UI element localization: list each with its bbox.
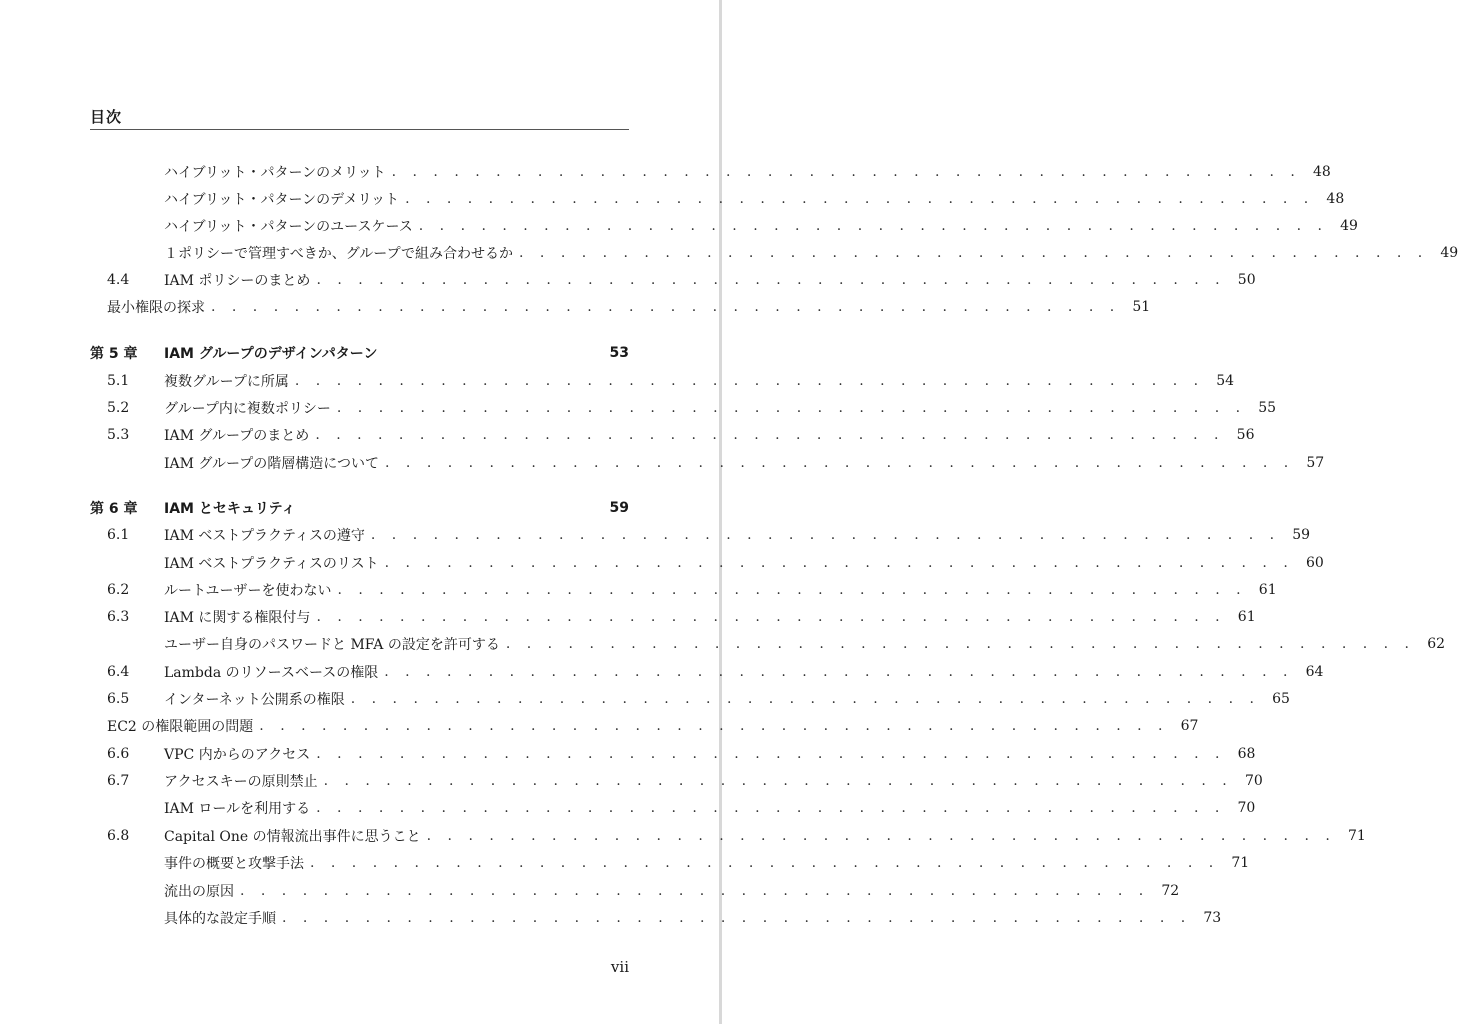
chapter-heading[interactable] bbox=[90, 494, 629, 521]
toc-page: 73 bbox=[1203, 909, 1222, 926]
toc-leader: . . . . . . . . . . . . . . . . . . . . . . . . . . . . . . . . . . . . . . . . . . . . bbox=[294, 372, 1205, 389]
toc-leader: . . . . . . . . . . . . . . . . . . . . . . . . . . . . . . . . . . . . . . . . . . . . bbox=[316, 271, 1226, 288]
toc-page: 54 bbox=[1216, 372, 1235, 389]
toc-entry[interactable] bbox=[90, 549, 1324, 576]
toc-leader: . . . . . . . . . . . . . . . . . . . . . . . . . . . . . . . . . . . . . . . . . . . . bbox=[316, 745, 1226, 762]
toc-page: 56 bbox=[1236, 426, 1255, 443]
page-title: 目次 bbox=[90, 108, 123, 126]
toc-page: 67 bbox=[1180, 717, 1199, 734]
toc-page: 60 bbox=[1305, 554, 1324, 571]
toc-text: EC2 の権限範囲の問題 bbox=[107, 718, 254, 735]
toc-page: 49 bbox=[1440, 244, 1458, 261]
toc-leader: . . . . . . . . . . . . . . . . . . . . . . . . . . . . . . . . . . . . . . . . . . . . bbox=[323, 772, 1233, 789]
toc-number: 6.8 bbox=[107, 827, 130, 844]
toc-page: 57 bbox=[1306, 454, 1325, 471]
toc-leader: . . . . . . . . . . . . . . . . . . . . . . . . . . . . . . . . . . . . . . . . . . . . bbox=[384, 663, 1294, 680]
toc-page: 70 bbox=[1244, 772, 1263, 789]
toc-text: VPC 内からのアクセス bbox=[164, 746, 311, 763]
toc-entry[interactable] bbox=[90, 185, 1345, 212]
toc-text: Lambda のリソースベースの権限 bbox=[164, 664, 379, 681]
toc-text: IAM ポリシーのまとめ bbox=[164, 272, 311, 289]
toc-entry[interactable] bbox=[90, 521, 1311, 548]
toc-entry[interactable] bbox=[90, 877, 1180, 904]
toc-leader: . . . . . . . . . . . . . . . . . . . . . . . . . . . . . . . . . . . . . . . . . . . . bbox=[316, 799, 1226, 816]
toc-leader: . . . . . . . . . . . . . . . . . . . . . . . . . . . . . . . . . . . . . . . . . . . . bbox=[336, 399, 1247, 416]
toc-text: IAM ベストプラクティスのリスト bbox=[164, 555, 379, 572]
toc-text: ユーザー自身のパスワードと MFA の設定を許可する bbox=[164, 636, 500, 653]
toc-text: ルートユーザーを使わない bbox=[164, 582, 332, 599]
toc-page: 48 bbox=[1326, 190, 1345, 207]
toc-entry[interactable] bbox=[90, 212, 1358, 239]
toc-number: 6.2 bbox=[107, 581, 130, 598]
toc-page: 61 bbox=[1237, 608, 1256, 625]
toc-leader: . . . . . . . . . . . . . . . . . . . . . . . . . . . . . . . . . . . . . . . . . . . . bbox=[211, 298, 1121, 315]
toc-number: 5.2 bbox=[107, 399, 130, 416]
toc-text: 具体的な設定手順 bbox=[164, 910, 276, 927]
toc-text: 最小権限の探求 bbox=[107, 299, 205, 316]
toc-text: １ポリシーで管理すべきか、グループで組み合わせるか bbox=[164, 245, 514, 262]
toc-entry[interactable] bbox=[90, 293, 1151, 320]
toc-text: IAM ベストプラクティスの遵守 bbox=[164, 527, 365, 544]
toc-leader: . . . . . . . . . . . . . . . . . . . . . . . . . . . . . . . . . . . . . . . . . . . . bbox=[505, 635, 1416, 652]
toc-number: 6.7 bbox=[107, 772, 130, 789]
toc-entry[interactable] bbox=[90, 158, 1331, 185]
toc-entry[interactable] bbox=[90, 603, 1256, 630]
toc-leader: . . . . . . . . . . . . . . . . . . . . . . . . . . . . . . . . . . . . . . . . . . . . bbox=[315, 426, 1225, 443]
toc-leader: . . . . . . . . . . . . . . . . . . . . . . . . . . . . . . . . . . . . . . . . . . . . bbox=[240, 882, 1150, 899]
toc-leader: . . . . . . . . . . . . . . . . . . . . . . . . . . . . . . . . . . . . . . . . . . . . bbox=[282, 909, 1192, 926]
toc-leader: . . . . . . . . . . . . . . . . . . . . . . . . . . . . . . . . . . . . . . . . . . . . bbox=[519, 244, 1429, 261]
toc-entry[interactable] bbox=[90, 449, 1325, 476]
toc-text: ハイブリット・パターンのメリット bbox=[164, 164, 386, 181]
toc-number: 6.1 bbox=[107, 526, 130, 543]
toc-leader: . . . . . . . . . . . . . . . . . . . . . . . . . . . . . . . . . . . . . . . . . . . . bbox=[337, 581, 1247, 598]
toc-page: 48 bbox=[1312, 163, 1331, 180]
toc-entry[interactable] bbox=[90, 239, 1458, 266]
toc-entry[interactable] bbox=[90, 740, 1256, 767]
toc-page: 72 bbox=[1161, 882, 1180, 899]
toc-page: 71 bbox=[1231, 854, 1250, 871]
toc-entry[interactable] bbox=[90, 576, 1277, 603]
chapter-page: 53 bbox=[609, 344, 629, 361]
toc-page: 70 bbox=[1237, 799, 1256, 816]
toc-page: 55 bbox=[1258, 399, 1277, 416]
toc-entry[interactable] bbox=[90, 421, 1255, 448]
toc-leader: . . . . . . . . . . . . . . . . . . . . . . . . . . . . . . . . . . . . . . . . . . . . bbox=[370, 526, 1281, 543]
toc-leader: . . . . . . . . . . . . . . . . . . . . . . . . . . . . . . . . . . . . . . . . . . . . bbox=[384, 554, 1294, 571]
toc-text: インターネット公開系の権限 bbox=[164, 691, 345, 708]
toc-entry[interactable] bbox=[90, 712, 1199, 739]
toc-leader: . . . . . . . . . . . . . . . . . . . . . . . . . . . . . . . . . . . . . . . . . . . . bbox=[310, 854, 1220, 871]
toc-number: 6.5 bbox=[107, 690, 130, 707]
toc-text: 複数グループに所属 bbox=[164, 373, 289, 390]
toc-number: 5.3 bbox=[107, 426, 130, 443]
toc-entry[interactable] bbox=[90, 904, 1222, 931]
toc-text: IAM に関する権限付与 bbox=[164, 609, 311, 626]
chapter-label: 第 6 章 bbox=[90, 500, 138, 517]
toc-leader: . . . . . . . . . . . . . . . . . . . . . . . . . . . . . . . . . . . . . . . . . . . . bbox=[391, 163, 1301, 180]
toc-entry[interactable] bbox=[90, 394, 1277, 421]
toc-page: 71 bbox=[1347, 827, 1366, 844]
toc-leader: . . . . . . . . . . . . . . . . . . . . . . . . . . . . . . . . . . . . . . . . . . . . bbox=[259, 717, 1169, 734]
header-rule bbox=[90, 129, 629, 130]
toc-text: ハイブリット・パターンのユースケース bbox=[164, 218, 413, 235]
chapter-title: IAM グループのデザインパターン bbox=[164, 345, 378, 362]
toc-number: 6.6 bbox=[107, 745, 130, 762]
toc-entry[interactable] bbox=[90, 367, 1235, 394]
toc-entry[interactable] bbox=[90, 849, 1250, 876]
toc-page: 51 bbox=[1132, 298, 1151, 315]
toc-entry[interactable] bbox=[90, 822, 1366, 849]
chapter-heading[interactable] bbox=[90, 339, 629, 366]
toc-page: 68 bbox=[1237, 745, 1256, 762]
toc-text: IAM グループのまとめ bbox=[164, 427, 310, 444]
toc-number: 5.1 bbox=[107, 372, 130, 389]
toc-text: グループ内に複数ポリシー bbox=[164, 400, 331, 417]
page-number: vii bbox=[610, 958, 629, 976]
toc-text: 事件の概要と攻撃手法 bbox=[164, 855, 304, 872]
toc-leader: . . . . . . . . . . . . . . . . . . . . . . . . . . . . . . . . . . . . . . . . . . . . bbox=[426, 827, 1336, 844]
chapter-page: 59 bbox=[609, 499, 629, 516]
toc-entry[interactable] bbox=[90, 767, 1263, 794]
toc-text: アクセスキーの原則禁止 bbox=[164, 773, 318, 790]
toc-entry[interactable] bbox=[90, 630, 1446, 657]
toc-entry[interactable] bbox=[90, 658, 1324, 685]
toc-page: 64 bbox=[1305, 663, 1324, 680]
toc-page: 50 bbox=[1237, 271, 1256, 288]
toc-entry[interactable] bbox=[90, 794, 1256, 821]
chapter-title: IAM とセキュリティ bbox=[164, 500, 296, 517]
toc-text: IAM グループの階層構造について bbox=[164, 455, 380, 472]
toc-text: Capital One の情報流出事件に思うこと bbox=[164, 828, 421, 845]
chapter-label: 第 5 章 bbox=[90, 345, 138, 362]
toc-leader: . . . . . . . . . . . . . . . . . . . . . . . . . . . . . . . . . . . . . . . . . . . . bbox=[350, 690, 1260, 707]
toc-page: 62 bbox=[1427, 635, 1446, 652]
toc-text: 流出の原因 bbox=[164, 883, 234, 900]
toc-entry[interactable] bbox=[90, 266, 1256, 293]
toc-page: 65 bbox=[1272, 690, 1290, 707]
toc-page: 61 bbox=[1258, 581, 1277, 598]
toc-leader: . . . . . . . . . . . . . . . . . . . . . . . . . . . . . . . . . . . . . . . . . . . . bbox=[405, 190, 1315, 207]
toc-number: 4.4 bbox=[107, 271, 130, 288]
toc-leader: . . . . . . . . . . . . . . . . . . . . . . . . . . . . . . . . . . . . . . . . . . . . bbox=[418, 217, 1328, 234]
toc-entry[interactable] bbox=[90, 685, 1290, 712]
toc-leader: . . . . . . . . . . . . . . . . . . . . . . . . . . . . . . . . . . . . . . . . . . . . bbox=[385, 454, 1295, 471]
toc-text: IAM ロールを利用する bbox=[164, 800, 311, 817]
toc-page: 49 bbox=[1340, 217, 1358, 234]
toc-number: 6.3 bbox=[107, 608, 130, 625]
toc-text: ハイブリット・パターンのデメリット bbox=[164, 191, 400, 208]
toc-leader: . . . . . . . . . . . . . . . . . . . . . . . . . . . . . . . . . . . . . . . . . . . . bbox=[316, 608, 1226, 625]
toc-page: 59 bbox=[1292, 526, 1311, 543]
toc-number: 6.4 bbox=[107, 663, 130, 680]
